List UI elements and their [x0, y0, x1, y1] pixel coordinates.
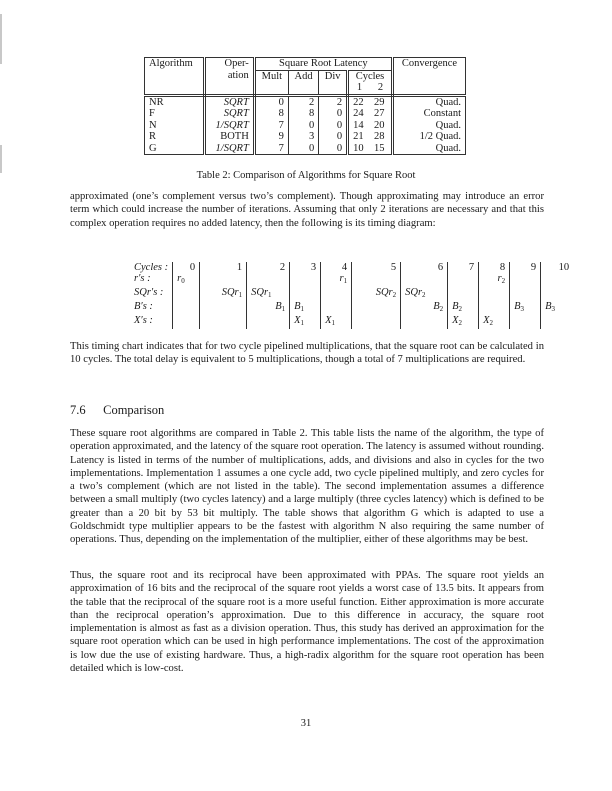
cell-cycles-1: 10: [353, 142, 364, 154]
table-row: [145, 108, 466, 120]
timing-cell: [173, 315, 200, 329]
cell-div: 0: [319, 120, 348, 132]
cycle-number: 9: [510, 262, 541, 273]
paragraph-timing-summary: This timing chart indicates that for two cycle pipelined multiplications, that the square root can be calculated in 10 cycles. The total delay is equivalent to 5 multiplications, though a total of 7 multiplications are required.: [70, 341, 544, 366]
timing-cell: [321, 301, 352, 315]
cell-operation: 1/SQRT: [205, 143, 255, 155]
cell-operation: SQRT: [205, 95, 255, 108]
cell-convergence: Quad.: [435, 142, 461, 154]
comparison-table: [144, 57, 466, 155]
cell-div: 2: [319, 95, 348, 108]
timing-cell: [448, 273, 479, 287]
cell-add: 3: [288, 131, 318, 143]
cycle-number: 6: [401, 262, 448, 273]
cell-cycles-2: 29: [370, 95, 392, 108]
timing-cell: $X_1$: [290, 315, 321, 329]
cell-mult: 7: [254, 120, 288, 132]
section-title: Comparison: [103, 403, 165, 417]
cell-operation: 1/SQRT: [205, 120, 255, 132]
cycle-number: 4: [321, 262, 352, 273]
timing-cell: [448, 287, 479, 301]
cell-mult: 0: [254, 95, 288, 108]
timing-cell: [401, 315, 448, 329]
timing-cell: [200, 301, 247, 315]
cell-add: 8: [288, 108, 318, 120]
header-cycles: Cycles: [348, 70, 393, 82]
cell-algorithm: G: [145, 143, 205, 155]
timing-cell: [290, 273, 321, 287]
timing-cell: [247, 315, 290, 329]
header-algorithm: Algorithm: [145, 58, 205, 71]
cell-cycles-1: 22: [353, 96, 364, 108]
cell-convergence: Quad.: [435, 119, 461, 131]
timing-cell: [352, 315, 401, 329]
row-label-xs: X′s :: [134, 315, 153, 326]
timing-cell: $X_2$: [448, 315, 479, 329]
cell-cycles-1: 24: [353, 108, 364, 119]
timing-cell: $B_3$: [541, 301, 574, 315]
cycle-number: 5: [352, 262, 401, 273]
cell-mult: 8: [254, 108, 288, 120]
timing-cell: $B_1$: [290, 301, 321, 315]
scan-artifact: [0, 145, 2, 173]
cell-cycles-2: 28: [370, 131, 392, 143]
timing-cell: SQr$_2$: [352, 287, 401, 301]
timing-cell: SQr$_1$: [247, 287, 290, 301]
timing-cell: $B_3$: [510, 301, 541, 315]
timing-cell: [321, 287, 352, 301]
timing-cell: [247, 273, 290, 287]
cell-operation: BOTH: [205, 131, 255, 143]
timing-cell: $B_1$: [247, 301, 290, 315]
timing-cell: SQr$_2$: [401, 287, 448, 301]
row-label-sqrs: SQr′s :: [134, 287, 164, 298]
cell-cycles-2: 20: [370, 120, 392, 132]
cell-cycles-1: 21: [353, 131, 364, 142]
timing-cell: $r_2$: [479, 273, 510, 287]
timing-cell: [401, 273, 448, 287]
row-label-rs: r′s :: [134, 273, 151, 284]
cell-div: 0: [319, 131, 348, 143]
paragraph-comparison: These square root algorithms are compared in Table 2. This table lists the name of the algorithm, the type of operation approximated, and the latency of the square root operation. The latency is assumed without rounding. Latency is listed in terms of the number of multiplications, adds, and divisions and also in cycles for the two implementations. Implementation 1 assumes a one cycle add, two cycle pipelined multiply, and zero cycles for a two’s complement (which are not listed in the table). The second implementation assumes a difference between a small multiply (two cycles latency) and a large multiply (three cycles latency) which is defined to be greater than a 20 bit by 53 bit multiply. The table shows that algorithm G which is adapted to use a Goldschmidt type multiplier appears to be the fastest with algorithm N also requiring the same number of operations. Thus, depending on the implementation of the multiplier, either of these algorithms may be best.: [70, 428, 544, 546]
cell-cycles-2: 27: [370, 108, 392, 120]
timing-cell: [200, 273, 247, 287]
table-row: [145, 120, 466, 132]
header-cycles-1: 1: [348, 82, 370, 95]
header-mult: Mult: [254, 70, 288, 82]
cell-algorithm: N: [145, 120, 205, 132]
cell-mult: 9: [254, 131, 288, 143]
cycle-number: 8: [479, 262, 510, 273]
cell-div: 0: [319, 143, 348, 155]
timing-cell: [541, 315, 574, 329]
header-operation-1: Oper-: [205, 58, 255, 71]
header-div: Div: [319, 70, 348, 82]
timing-cell: [352, 301, 401, 315]
timing-cell: [173, 301, 200, 315]
timing-cell: [352, 273, 401, 287]
row-label-bs: B′s :: [134, 301, 153, 312]
table-row: [145, 143, 466, 155]
cell-cycles-2: 15: [370, 143, 392, 155]
cell-algorithm: F: [145, 108, 205, 120]
timing-cell: [541, 287, 574, 301]
scan-artifact: [0, 14, 2, 64]
cell-algorithm: R: [145, 131, 205, 143]
cell-add: 0: [288, 120, 318, 132]
timing-cell: $X_2$: [479, 315, 510, 329]
page-number: 31: [300, 718, 312, 729]
timing-cell: $r_0$: [173, 273, 200, 287]
timing-cell: $B_2$: [448, 301, 479, 315]
cell-convergence: Constant: [423, 108, 461, 119]
timing-cell: [479, 287, 510, 301]
cell-cycles-1: 14: [353, 119, 364, 131]
cell-operation: SQRT: [205, 108, 255, 120]
cycle-number: 7: [448, 262, 479, 273]
timing-cell: $r_1$: [321, 273, 352, 287]
cycle-number: 2: [247, 262, 290, 273]
timing-cell: [510, 287, 541, 301]
cycle-number: 10: [541, 262, 574, 273]
cell-convergence: Quad.: [435, 96, 461, 108]
header-cycles-2: 2: [370, 82, 392, 95]
cycle-number: 3: [290, 262, 321, 273]
timing-cell: $B_2$: [401, 301, 448, 315]
paragraph-conclusion: Thus, the square root and its reciprocal have been approximated with PPAs. The square root yields an approximation of 16 bits and the reciprocal of the square root yields a worst case of 13.5 bits. It appears from the table that the reciprocal of the square root is a more useful function. Either approximation is more accurate than the reciprocal operation’s approximation. Due to this difference in accuracy, the square root implementation is almost as fast as a division operation. Thus, this study has derived an approximation for the square root operation which can be used in high performance implementations. The cost of the approximation is low due the use of existing hardware. Thus, a high-radix algorithm for the square root operation has been detailed which is low-cost.: [70, 570, 544, 675]
cell-add: 0: [288, 143, 318, 155]
table-row: [145, 95, 466, 108]
cell-mult: 7: [254, 143, 288, 155]
timing-cell: [290, 287, 321, 301]
header-operation-2: ation: [205, 70, 255, 82]
timing-cell: [173, 287, 200, 301]
cell-add: 2: [288, 95, 318, 108]
header-convergence: Convergence: [401, 58, 458, 69]
header-latency-group: Square Root Latency: [254, 58, 392, 71]
timing-diagram: [134, 262, 573, 329]
timing-cell: [510, 273, 541, 287]
timing-cell: [541, 273, 574, 287]
cell-convergence: 1/2 Quad.: [419, 131, 461, 142]
cell-algorithm: NR: [145, 95, 205, 108]
section-number: 7.6: [70, 403, 86, 417]
header-add: Add: [288, 70, 318, 82]
timing-cell: [510, 315, 541, 329]
cycle-number: 0: [173, 262, 200, 273]
timing-cell: SQr$_1$: [200, 287, 247, 301]
paragraph-timing-intro: approximated (one’s complement versus two’s complement). Though approximating may introduce an error term which could increase the number of iterations. Assuming that only 2 iterations are necessary and that this complex operation requires no added latency, then the following is its timing diagram:: [70, 191, 544, 229]
timing-cell: [200, 315, 247, 329]
timing-cell: [479, 301, 510, 315]
cell-div: 0: [319, 108, 348, 120]
row-label-cycles: Cycles :: [134, 262, 169, 273]
timing-cell: $X_1$: [321, 315, 352, 329]
cycle-number: 1: [200, 262, 247, 273]
table-caption: Table 2: Comparison of Algorithms for Square Root: [196, 170, 416, 181]
section-heading: [70, 403, 164, 418]
table-row: [145, 131, 466, 143]
